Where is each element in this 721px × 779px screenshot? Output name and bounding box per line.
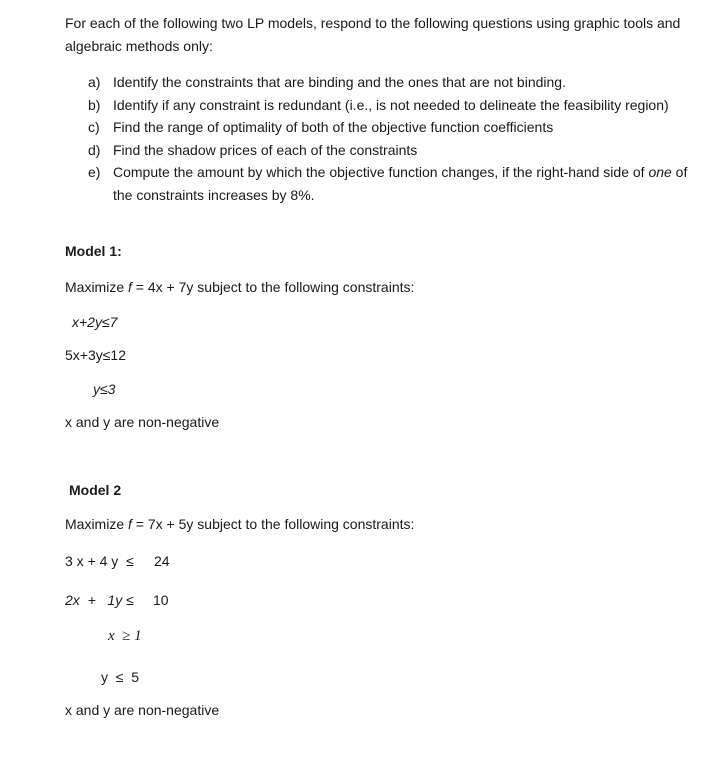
model2-constraint-4: y ≤ 5 [101, 669, 140, 685]
list-item-letter: d) [88, 141, 101, 158]
model2-constraint-2-rhs: 10 [153, 592, 169, 608]
objective-suffix: = 4x + 7y subject to the following constraints: [131, 279, 415, 295]
emphasis-text: one [648, 164, 672, 180]
list-item-text-part: of the constraints increases by 8%. [113, 164, 688, 203]
model1-objective [65, 279, 414, 295]
objective-f: f [128, 516, 132, 532]
model2-constraint-1-lhs: 3 x + 4 y ≤ [65, 553, 134, 569]
list-item [88, 71, 693, 94]
list-item [88, 139, 693, 162]
model1-title: Model 1: [65, 243, 122, 259]
objective-suffix: = 7x + 5y subject to the following constraints: [131, 516, 415, 532]
list-item [88, 116, 693, 139]
list-item-letter: a) [88, 74, 101, 90]
objective-f: f [128, 279, 132, 295]
list-item-text: Identify if any constraint is redundant (i.e., is not needed to delineate the feasibility region) [113, 96, 669, 113]
model2-constraint-1-rhs: 24 [154, 553, 170, 569]
model1-constraint-1: x+2y≤7 [72, 314, 118, 330]
list-item [88, 94, 693, 117]
model1-nonneg: x and y are non-negative [65, 414, 220, 430]
list-item-text: Identify the constraints that are binding and the ones that are not binding. [113, 74, 566, 90]
list-item-text: Find the range of optimality of both of the objective function coefficients [113, 119, 554, 135]
model2-nonneg: x and y are non-negative [65, 702, 220, 718]
model2-title: Model 2 [69, 482, 122, 498]
model2-objective [65, 516, 414, 532]
model2-constraint-2-lhs: 2x + 1y ≤ [65, 592, 134, 608]
model1-constraint-3: y≤3 [93, 381, 116, 397]
list-item-letter: b) [88, 96, 101, 113]
list-item-letter: e) [88, 164, 101, 180]
list-item-letter: c) [88, 119, 100, 135]
intro-paragraph: For each of the following two LP models, respond to the following questions using graphic tools and algebraic methods only: [65, 15, 681, 54]
objective-prefix: Maximize [65, 516, 129, 532]
question-list [88, 71, 693, 206]
list-item [88, 161, 693, 206]
model2-constraint-3: x ≥ 1 [108, 628, 142, 644]
model1-constraint-2: 5x+3y≤12 [65, 347, 127, 363]
list-item-text [113, 161, 693, 206]
objective-prefix: Maximize [65, 279, 129, 295]
list-item-text: Find the shadow prices of each of the constraints [113, 141, 418, 158]
list-item-text-part: Compute the amount by which the objective function changes, if the right-hand side of [113, 164, 649, 180]
